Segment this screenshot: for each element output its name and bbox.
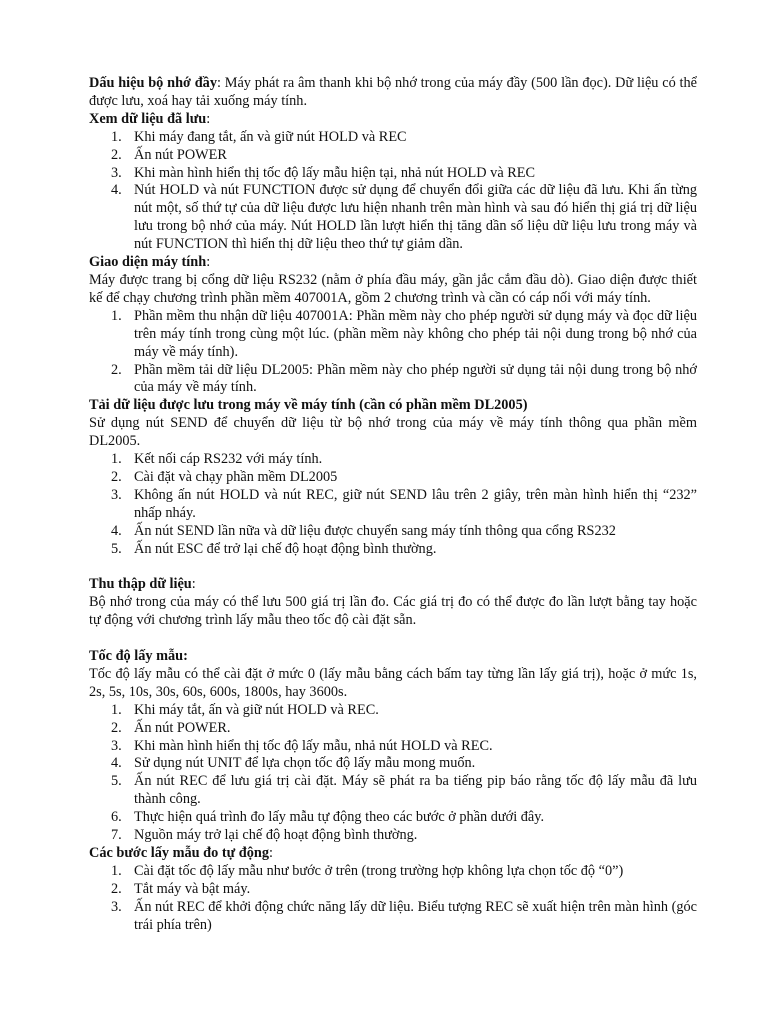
- data-collection-heading-line: Thu thập dữ liệu:: [89, 576, 196, 593]
- view-saved-data-heading-line: Xem dữ liệu đã lưu:: [89, 110, 211, 127]
- download-data-text: Sử dụng nút SEND để chuyển dữ liệu từ bộ nhớ trong của máy về máy tính thông qua phần mềm DL2005.: [89, 415, 697, 450]
- spacer: [89, 558, 697, 576]
- computer-interface-list: [89, 308, 697, 398]
- document-page: [89, 75, 697, 934]
- memory-full-heading: Dấu hiệu bộ nhớ đầy: [89, 75, 217, 91]
- list-item: 7. Nguồn máy trở lại chế độ hoạt động bình thường.: [111, 827, 418, 844]
- download-data-heading: Tải dữ liệu được lưu trong máy về máy tính (cần có phần mềm DL2005): [89, 397, 528, 414]
- list-item: 1. Khi máy tắt, ấn và giữ nút HOLD và REC.: [111, 701, 379, 718]
- download-data-steps: [89, 451, 697, 558]
- list-item: 2. Tắt máy và bật máy.: [111, 880, 251, 897]
- list-item: 4. Nút HOLD và nút FUNCTION được sử dụng để chuyển đổi giữa các dữ liệu đã lưu. Khi ấn từng nút một, số thứ tự của dữ liệu được lưu hiện nhanh trên màn hình và sau đó hiển thị giá trị dữ liệu lưu trong bộ nhớ của máy. Nút HOLD lần lượt hiển thị tăng dần số liệu dữ liệu lưu trong máy và nút FUNCTION thì hiển thị dữ liệu theo thứ tự giảm dần.: [111, 182, 697, 253]
- memory-full-paragraph: [89, 75, 697, 111]
- data-collection-text: Bộ nhớ trong của máy có thể lưu 500 giá trị lần đo. Các giá trị đo có thể được đo lần lượt bằng tay hoặc tự động với chương trình lấy mẫu theo tốc độ cài đặt sẵn.: [89, 594, 697, 629]
- sampling-rate-heading: Tốc độ lấy mẫu:: [89, 647, 188, 664]
- list-item: 2. Cài đặt và chạy phần mềm DL2005: [111, 468, 338, 485]
- sampling-rate-heading-line: [89, 648, 697, 666]
- list-item: 2. Phần mềm tải dữ liệu DL2005: Phần mềm này cho phép người sử dụng tải nội dung trong bộ nhớ của máy về máy tính.: [111, 361, 697, 396]
- view-saved-data-heading: Xem dữ liệu đã lưu: [89, 110, 207, 127]
- computer-interface-heading-line: Giao diện máy tính:: [89, 254, 211, 271]
- download-data-heading-line: [89, 397, 697, 415]
- list-item: 6. Thực hiện quá trình đo lấy mẫu tự động theo các bước ở phần dưới đây.: [111, 809, 545, 826]
- list-item: 3. Ấn nút REC để khởi động chức năng lấy dữ liệu. Biểu tượng REC sẽ xuất hiện trên màn hình (góc trái phía trên): [111, 898, 697, 933]
- computer-interface-heading: Giao diện máy tính: [89, 254, 207, 271]
- list-item: 3. Không ấn nút HOLD và nút REC, giữ nút SEND lâu trên 2 giây, trên màn hình hiển thị “232” nhấp nháy.: [111, 486, 697, 521]
- list-item: 4. Ấn nút SEND lần nữa và dữ liệu được chuyển sang máy tính thông qua cổng RS232: [111, 522, 616, 539]
- memory-full-text: : Máy phát ra âm thanh khi bộ nhớ trong của máy đầy (500 lần đọc). Dữ liệu có thể được lưu, xoá hay tải xuống máy tính.: [89, 75, 697, 109]
- auto-sampling-steps: [89, 863, 697, 935]
- list-item: 3. Khi màn hình hiển thị tốc độ lấy mẫu hiện tại, nhả nút HOLD và REC: [111, 164, 536, 181]
- list-item: 1. Phần mềm thu nhận dữ liệu 407001A: Phần mềm này cho phép người sử dụng máy và đọc dữ liệu trên máy tính trong cùng một lúc. (phần mềm này không cho phép tải nội dung trong bộ nhớ của máy về máy tính).: [111, 307, 697, 360]
- list-item: 1. Khi máy đang tắt, ấn và giữ nút HOLD và REC: [111, 128, 407, 145]
- view-saved-data-steps: [89, 129, 697, 254]
- sampling-rate-text: Tốc độ lấy mẫu có thể cài đặt ở mức 0 (lấy mẫu bằng cách bấm tay từng lần lấy giá trị), hoặc ở mức 1s, 2s, 5s, 10s, 30s, 60s, 600s, 1800s, hay 3600s.: [89, 665, 697, 700]
- list-item: 4. Sử dụng nút UNIT để lựa chọn tốc độ lấy mẫu mong muốn.: [111, 755, 476, 772]
- list-item: 5. Ấn nút REC để lưu giá trị cài đặt. Máy sẽ phát ra ba tiếng pip báo rằng tốc độ lấy mẫu đã lưu thành công.: [111, 773, 697, 808]
- auto-sampling-heading-line: Các bước lấy mẫu đo tự động:: [89, 844, 273, 861]
- spacer: [89, 630, 697, 648]
- computer-interface-text: Máy được trang bị cổng dữ liệu RS232 (nằm ở phía đầu máy, gần jắc cắm đầu dò). Giao diện được thiết kế để chạy chương trình phần mềm 407001A, gồm 2 chương trình và cần có cáp nối với máy tính.: [89, 271, 697, 306]
- list-item: 1. Kết nối cáp RS232 với máy tính.: [111, 451, 323, 468]
- auto-sampling-heading: Các bước lấy mẫu đo tự động: [89, 844, 269, 861]
- list-item: 2. Ấn nút POWER.: [111, 719, 231, 736]
- list-item: 1. Cài đặt tốc độ lấy mẫu như bước ở trên (trong trường hợp không lựa chọn tốc độ “0”): [111, 862, 624, 879]
- list-item: 5. Ấn nút ESC để trở lại chế độ hoạt động bình thường.: [111, 540, 437, 557]
- list-item: 3. Khi màn hình hiển thị tốc độ lấy mẫu, nhả nút HOLD và REC.: [111, 737, 493, 754]
- sampling-rate-steps: [89, 702, 697, 845]
- data-collection-heading: Thu thập dữ liệu: [89, 576, 192, 593]
- list-item: 2. Ấn nút POWER: [111, 146, 227, 163]
